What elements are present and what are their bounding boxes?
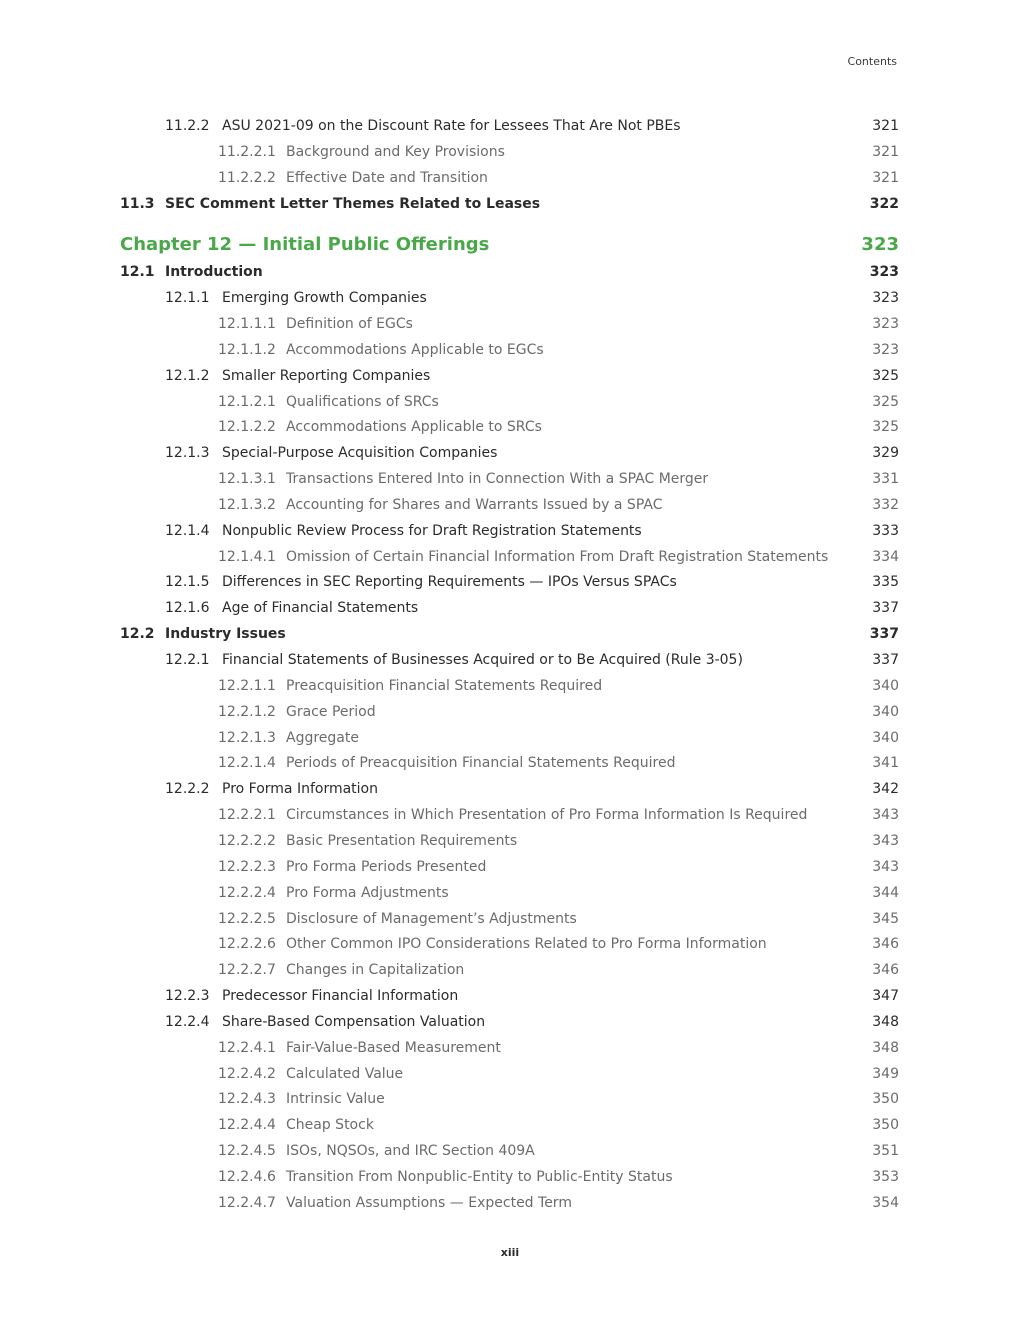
toc-entry[interactable]	[0, 521, 1020, 541]
page-reference: 323	[861, 234, 899, 256]
section-title: Grace Period	[286, 703, 376, 720]
page-reference: 340	[872, 677, 899, 694]
section-title: Calculated Value	[286, 1065, 404, 1082]
toc-entry[interactable]	[0, 116, 1020, 136]
toc-entry[interactable]	[0, 883, 1020, 903]
section-title: Periods of Preacquisition Financial Statements Required	[286, 755, 676, 772]
section-number: 12.2.4.5	[218, 1143, 276, 1160]
section-number: 12.1.4.1	[218, 548, 276, 565]
toc-entry[interactable]	[0, 262, 1020, 282]
section-title: Fair-Value-Based Measurement	[286, 1039, 501, 1056]
page-reference: 343	[872, 858, 899, 875]
page-reference: 325	[872, 419, 899, 436]
page-reference: 323	[872, 341, 899, 358]
section-number: 12.2.2.7	[218, 962, 276, 979]
toc-entry[interactable]	[0, 1141, 1020, 1161]
page-reference: 322	[869, 195, 899, 212]
section-number: 12.2.1.3	[218, 729, 276, 746]
section-number: 12.1	[120, 264, 155, 281]
section-title: Pro Forma Periods Presented	[286, 858, 487, 875]
page-reference: 350	[872, 1091, 899, 1108]
toc-entry[interactable]	[0, 805, 1020, 825]
chapter-heading[interactable]	[0, 232, 1020, 258]
section-number: 12.1.2.1	[218, 393, 276, 410]
section-title: Transactions Entered Into in Connection With a SPAC Merger	[286, 471, 709, 488]
toc-entry[interactable]	[0, 650, 1020, 670]
section-title: Nonpublic Review Process for Draft Registration Statements	[222, 522, 642, 539]
section-title: Background and Key Provisions	[286, 143, 505, 160]
toc-entry[interactable]	[0, 194, 1020, 214]
section-title: Intrinsic Value	[286, 1091, 385, 1108]
section-number: 12.2.1.1	[218, 677, 276, 694]
section-number: 12.2	[120, 626, 155, 643]
section-number: 12.2.3	[165, 988, 210, 1005]
page-reference: 323	[872, 290, 899, 307]
section-number: 11.3	[120, 195, 155, 212]
toc-entry[interactable]	[0, 676, 1020, 696]
toc-entry[interactable]	[0, 624, 1020, 644]
toc-entry[interactable]	[0, 1038, 1020, 1058]
toc-entry[interactable]	[0, 1089, 1020, 1109]
page-reference: 321	[872, 169, 899, 186]
section-title: Smaller Reporting Companies	[222, 367, 431, 384]
toc-entry[interactable]	[0, 288, 1020, 308]
section-title: Basic Presentation Requirements	[286, 832, 518, 849]
page-reference: 343	[872, 832, 899, 849]
toc-entry[interactable]	[0, 909, 1020, 929]
page-reference: 323	[872, 315, 899, 332]
page-number: xiii	[500, 1246, 520, 1259]
section-title: Accommodations Applicable to EGCs	[286, 341, 544, 358]
section-title: Accounting for Shares and Warrants Issued by a SPAC	[286, 496, 663, 513]
page-reference: 333	[872, 522, 899, 539]
section-title: Chapter 12 — Initial Public Offerings	[120, 234, 490, 256]
page-reference: 351	[872, 1143, 899, 1160]
toc-entry[interactable]	[0, 779, 1020, 799]
toc-entry[interactable]	[0, 598, 1020, 618]
section-number: 12.2.2.5	[218, 910, 276, 927]
toc-entry[interactable]	[0, 495, 1020, 515]
page-reference: 332	[872, 496, 899, 513]
page-reference: 342	[872, 781, 899, 798]
section-number: 12.1.5	[165, 574, 210, 591]
page-reference: 340	[872, 729, 899, 746]
toc-entry[interactable]	[0, 753, 1020, 773]
page-reference: 348	[872, 1013, 899, 1030]
section-title: Predecessor Financial Information	[222, 988, 459, 1005]
section-number: 11.2.2.2	[218, 169, 276, 186]
running-header: Contents	[847, 55, 897, 68]
section-title: Introduction	[165, 264, 263, 281]
toc-entry[interactable]	[0, 314, 1020, 334]
toc-entry[interactable]	[0, 417, 1020, 437]
page-reference: 344	[872, 884, 899, 901]
section-number: 12.2.4.2	[218, 1065, 276, 1082]
page-reference: 353	[872, 1169, 899, 1185]
section-title: Qualifications of SRCs	[286, 393, 439, 410]
page-reference: 350	[872, 1117, 899, 1134]
page-reference: 341	[872, 755, 899, 772]
toc-entry[interactable]	[0, 572, 1020, 592]
page-reference: 343	[872, 807, 899, 824]
page-reference: 321	[872, 118, 899, 134]
page-reference: 348	[872, 1039, 899, 1056]
section-number: 12.1.1.2	[218, 341, 276, 358]
section-number: 12.2.2.1	[218, 807, 276, 824]
section-title: Definition of EGCs	[286, 315, 413, 332]
section-number: 12.2.1	[165, 652, 210, 668]
toc-entry[interactable]	[0, 142, 1020, 162]
section-number: 12.2.4.4	[218, 1117, 276, 1134]
section-number: 12.2.2.3	[218, 858, 276, 875]
section-title: Accommodations Applicable to SRCs	[286, 419, 542, 436]
section-number: 12.2.2.2	[218, 832, 276, 849]
section-title: Transition From Nonpublic-Entity to Public-Entity Status	[286, 1169, 673, 1185]
toc-entry[interactable]	[0, 1064, 1020, 1084]
section-title: ASU 2021-09 on the Discount Rate for Lessees That Are Not PBEs	[222, 118, 681, 134]
section-title: Financial Statements of Businesses Acquired or to Be Acquired (Rule 3-05)	[222, 652, 743, 668]
toc-entry[interactable]	[0, 702, 1020, 722]
page-reference: 340	[872, 703, 899, 720]
toc-entry[interactable]	[0, 728, 1020, 748]
section-title: SEC Comment Letter Themes Related to Leases	[165, 195, 541, 212]
section-title: Cheap Stock	[286, 1117, 374, 1134]
section-title: Differences in SEC Reporting Requirements — IPOs Versus SPACs	[222, 574, 677, 591]
toc-entry[interactable]	[0, 366, 1020, 386]
toc-entry[interactable]	[0, 469, 1020, 489]
toc-entry[interactable]	[0, 392, 1020, 412]
section-number: 11.2.2	[165, 118, 210, 134]
toc-entry[interactable]	[0, 857, 1020, 877]
toc-entry[interactable]	[0, 831, 1020, 851]
toc-entry[interactable]	[0, 960, 1020, 980]
page-reference: 331	[872, 471, 899, 488]
toc-entry[interactable]	[0, 1167, 1020, 1187]
section-number: 12.1.3.1	[218, 471, 276, 488]
page-reference: 346	[872, 936, 899, 953]
section-title: Special-Purpose Acquisition Companies	[222, 445, 498, 462]
page-reference: 321	[872, 143, 899, 160]
section-title: Aggregate	[286, 729, 359, 746]
toc-entry[interactable]	[0, 547, 1020, 567]
toc-entry[interactable]	[0, 934, 1020, 954]
section-title: ISOs, NQSOs, and IRC Section 409A	[286, 1143, 535, 1160]
section-number: 12.2.4.1	[218, 1039, 276, 1056]
page-reference: 347	[872, 988, 899, 1005]
section-number: 12.1.4	[165, 522, 210, 539]
section-number: 12.1.1	[165, 290, 210, 307]
section-number: 11.2.2.1	[218, 143, 276, 160]
section-title: Circumstances in Which Presentation of Pro Forma Information Is Required	[286, 807, 808, 824]
page-reference: 329	[872, 445, 899, 462]
page-reference: 346	[872, 962, 899, 979]
section-number: 12.1.6	[165, 600, 210, 617]
section-title: Share-Based Compensation Valuation	[222, 1013, 486, 1030]
toc-entry[interactable]	[0, 986, 1020, 1006]
section-number: 12.1.2.2	[218, 419, 276, 436]
page-reference: 337	[872, 652, 899, 668]
page-reference: 323	[869, 264, 899, 281]
section-title: Emerging Growth Companies	[222, 290, 427, 307]
section-number: 12.1.3	[165, 445, 210, 462]
section-title: Pro Forma Adjustments	[286, 884, 449, 901]
page-reference: 335	[872, 574, 899, 591]
section-number: 12.2.2	[165, 781, 210, 798]
section-number: 12.2.2.6	[218, 936, 276, 953]
section-number: 12.1.3.2	[218, 496, 276, 513]
section-number: 12.2.1.2	[218, 703, 276, 720]
toc-entry[interactable]	[0, 168, 1020, 188]
toc-entry[interactable]	[0, 1012, 1020, 1032]
section-title: Effective Date and Transition	[286, 169, 488, 186]
section-title: Industry Issues	[165, 626, 286, 643]
page-reference: 334	[872, 548, 899, 565]
toc-entry[interactable]	[0, 1193, 1020, 1213]
section-number: 12.2.1.4	[218, 755, 276, 772]
page-reference: 325	[872, 393, 899, 410]
section-title: Preacquisition Financial Statements Required	[286, 677, 603, 694]
toc-entry[interactable]	[0, 1115, 1020, 1135]
page-reference: 325	[872, 367, 899, 384]
page-reference: 337	[872, 600, 899, 617]
section-title: Other Common IPO Considerations Related to Pro Forma Information	[286, 936, 767, 953]
section-number: 12.2.4.7	[218, 1194, 276, 1211]
section-title: Disclosure of Management’s Adjustments	[286, 910, 577, 927]
section-number: 12.2.2.4	[218, 884, 276, 901]
section-number: 12.1.2	[165, 367, 210, 384]
toc-entry[interactable]	[0, 340, 1020, 360]
section-title: Omission of Certain Financial Information From Draft Registration Statements	[286, 548, 829, 565]
section-number: 12.2.4.6	[218, 1169, 276, 1185]
page-reference: 349	[872, 1065, 899, 1082]
page-reference: 354	[872, 1194, 899, 1211]
page-reference: 345	[872, 910, 899, 927]
section-title: Pro Forma Information	[222, 781, 378, 798]
section-number: 12.2.4	[165, 1013, 210, 1030]
section-title: Age of Financial Statements	[222, 600, 419, 617]
section-number: 12.2.4.3	[218, 1091, 276, 1108]
toc-entry[interactable]	[0, 443, 1020, 463]
page-reference: 337	[869, 626, 899, 643]
section-number: 12.1.1.1	[218, 315, 276, 332]
section-title: Changes in Capitalization	[286, 962, 465, 979]
section-title: Valuation Assumptions — Expected Term	[286, 1194, 572, 1211]
